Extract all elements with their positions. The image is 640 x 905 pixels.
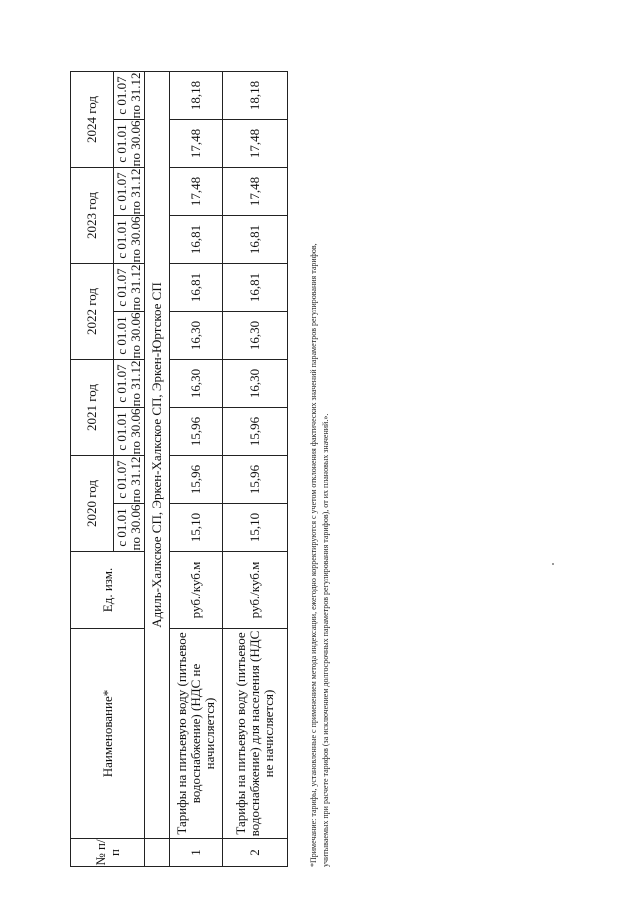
header-row-years [71, 72, 114, 867]
period-first-half: с 01.01 по 30.06 [114, 504, 143, 551]
header-year-2023: 2023 год [71, 168, 114, 264]
value-cell: 17,48 [170, 168, 223, 216]
value-cell: 15,96 [223, 408, 288, 456]
region-title: Адиль-Халкское СП, Эркен-Халкское СП, Эркен-Юртское СП [145, 72, 170, 839]
row-unit: руб./куб.м [170, 552, 223, 629]
footnote [308, 37, 332, 867]
header-number: № п/п [71, 839, 145, 867]
value-cell: 18,18 [170, 72, 223, 120]
period-first-half: с 01.01 по 30.06 [114, 120, 143, 167]
value-cell: 18,18 [223, 72, 288, 120]
value-cell: 15,96 [170, 408, 223, 456]
value-cell: 16,30 [170, 312, 223, 360]
value-cell: 16,30 [223, 360, 288, 408]
period-first-half: с 01.01 по 30.06 [114, 312, 143, 359]
tariff-table [70, 71, 288, 867]
period-second-half: с 01.07 по 31.12 [114, 360, 143, 407]
period-first-half: с 01.01 по 30.06 [114, 408, 143, 455]
value-cell: 16,81 [223, 264, 288, 312]
value-cell: 17,48 [223, 168, 288, 216]
value-cell: 16,30 [223, 312, 288, 360]
value-cell: 15,96 [170, 456, 223, 504]
value-cell: 16,81 [223, 216, 288, 264]
value-cell: 16,30 [170, 360, 223, 408]
region-row [145, 72, 170, 867]
header-name: Наименование* [71, 629, 145, 839]
period-second-half: с 01.07 по 31.12 [114, 72, 143, 119]
header-unit: Ед. изм. [71, 552, 145, 629]
header-year-2024: 2024 год [71, 72, 114, 168]
period-first-half: с 01.01 по 30.06 [114, 216, 143, 263]
table-row [170, 72, 223, 867]
scan-speck [552, 563, 554, 565]
header-year-2022: 2022 год [71, 264, 114, 360]
value-cell: 15,96 [223, 456, 288, 504]
footnote-line-2: учитываемых при расчете тарифов (за исключением долгосрочных параметров регулирования тарифов), от их плановых значений.». [321, 413, 330, 867]
period-second-half: с 01.07 по 31.12 [114, 264, 143, 311]
table-row [223, 72, 288, 867]
header-year-2020: 2020 год [71, 456, 114, 552]
row-name: Тарифы на питьевую воду (питьевое водоснабжение) (НДС не начисляется) [170, 629, 223, 839]
value-cell: 16,81 [170, 264, 223, 312]
period-second-half: с 01.07 по 31.12 [114, 168, 143, 215]
value-cell: 16,81 [170, 216, 223, 264]
footnote-line-1: *Примечание: тарифы, установленные с применением метода индексации, ежегодно корректируются с учетом отклонения фактических значений параметров регулирования тарифов, [309, 243, 318, 867]
period-second-half: с 01.07 по 31.12 [114, 456, 143, 503]
header-year-2021: 2021 год [71, 360, 114, 456]
value-cell: 15,10 [223, 504, 288, 552]
row-number: 1 [170, 839, 223, 867]
row-unit: руб./куб.м [223, 552, 288, 629]
row-number: 2 [223, 839, 288, 867]
value-cell: 15,10 [170, 504, 223, 552]
value-cell: 17,48 [223, 120, 288, 168]
value-cell: 17,48 [170, 120, 223, 168]
row-name: Тарифы на питьевую воду (питьевое водоснабжение) для населения (НДС не начисляется) [223, 629, 288, 839]
